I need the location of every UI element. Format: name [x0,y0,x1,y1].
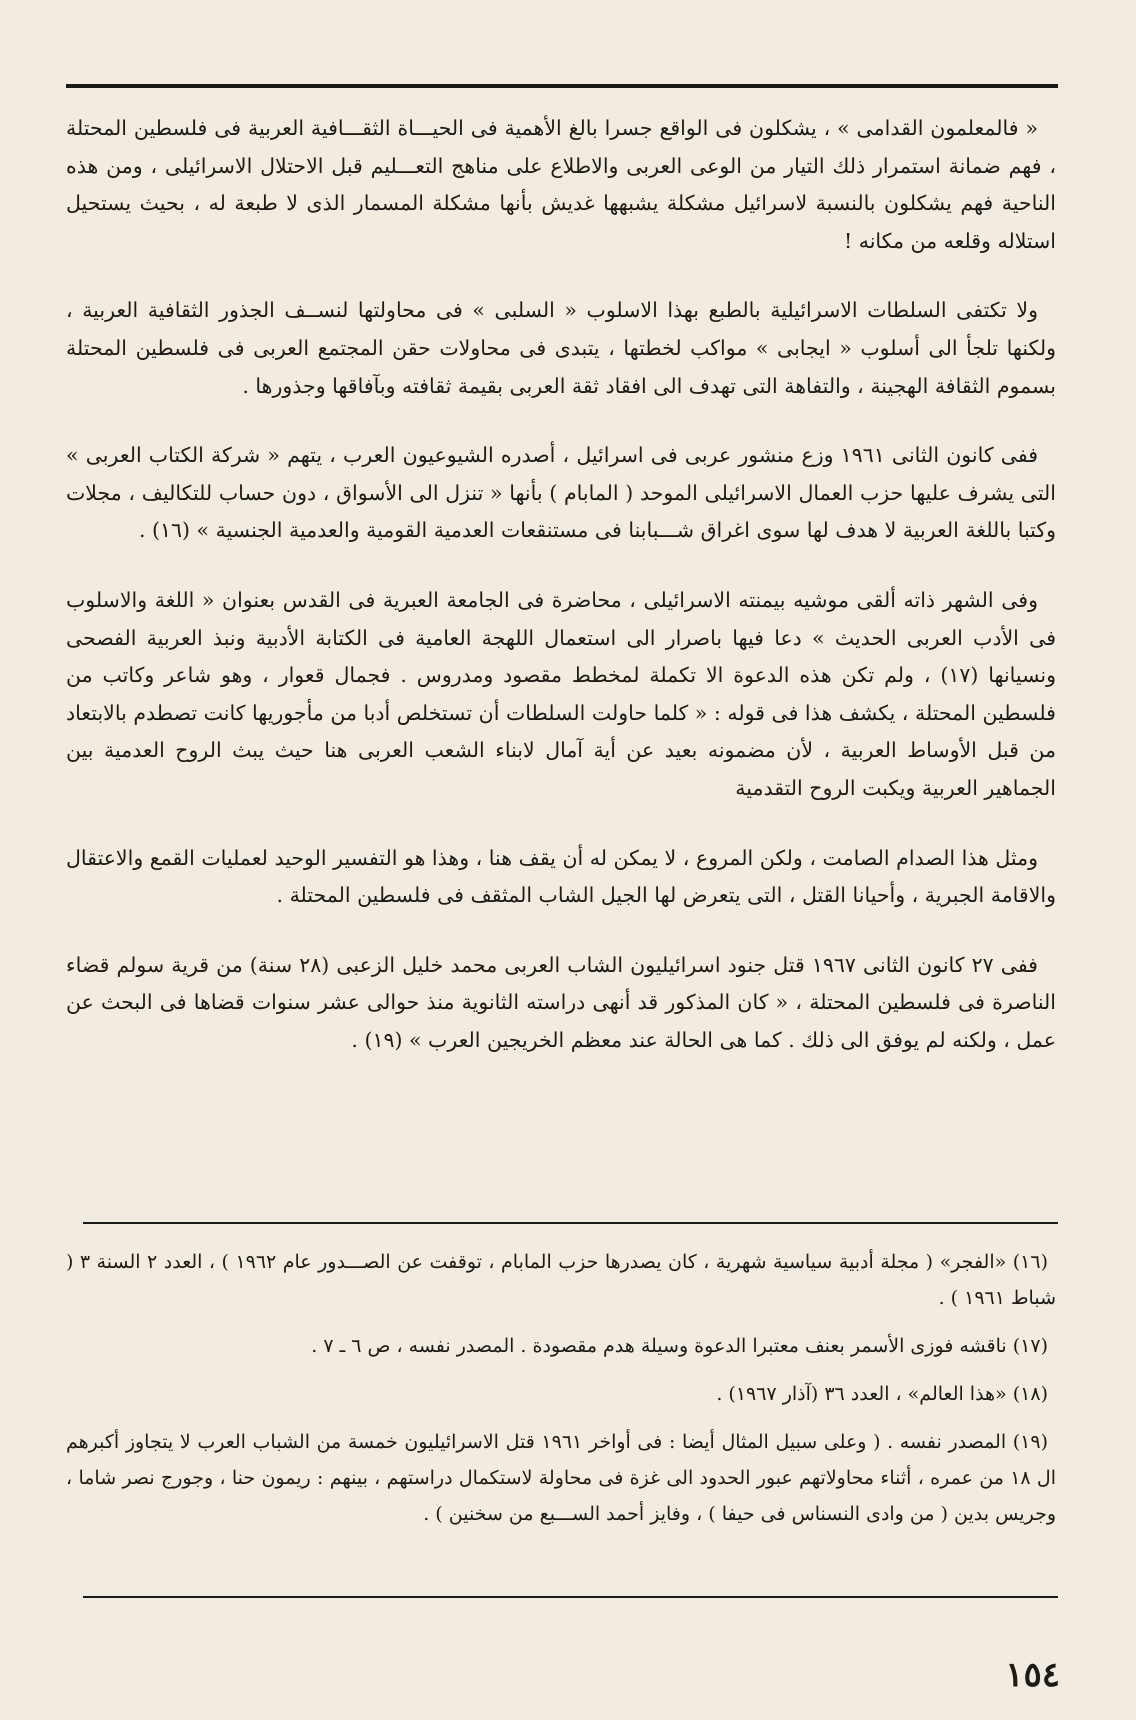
bottom-rule [83,1596,1058,1598]
main-text [66,110,1056,1091]
footnote-separator [83,1222,1058,1224]
footnote: (١٧) ناقشه فوزى الأسمر بعنف معتبرا الدعوة وسيلة هدم مقصودة . المصدر نفسه ، ص ٦ ـ ٧ . [311,1335,1048,1357]
paragraph: وفى الشهر ذاته ألقى موشيه بيمنته الاسرائيلى ، محاضرة فى الجامعة العبرية فى القدس بعنوان « اللغة والاسلوب فى الأدب العربى الحديث » دعا فيها باصرار الى استعمال اللهجة العامية فى الكتابة الأدبية ونبذ العربية الفصحى ونسيانها (١٧) ، ولم تكن هذه الدعوة الا تكملة لمخطط مقصود ومدروس . فجمال قعوار ، وهو شاعر وكاتب من فلسطين المحتلة ، يكشف هذا فى قوله : « كلما حاولت السلطات أن تستخلص أدبا من مأجوريها كانت تصطدم بالابتعاد من قبل الأوساط العربية ، لأن مضمونه بعيد عن أية آمال لابناء الشعب العربى هنا حيث يبث الروح العدمية بين الجماهير العربية ويكبت الروح التقدمية [66,587,1056,800]
footnote: (١٩) المصدر نفسه . ( وعلى سبيل المثال أيضا : فى أواخر ١٩٦١ قتل الاسرائيليون خمسة من الشباب العرب لا يتجاوز أكبرهم ال ١٨ من عمره ، أثناء محاولاتهم عبور الحدود الى غزة فى محاولة لاستكمال دراستهم ، بينهم : ريمون حنا ، وجورج نصر شاما ، وجريس بدين ( من وادى النسناس فى حيفا ) ، وفايز أحمد الســـبع من سخنين ) . [66,1431,1056,1525]
paragraph: ففى كانون الثانى ١٩٦١ وزع منشور عربى فى اسرائيل ، أصدره الشيوعيون العرب ، يتهم « شركة الكتاب العربى » التى يشرف عليها حزب العمال الاسرائيلى الموحد ( المابام ) بأنها « تنزل الى الأسواق ، دون حساب للتكاليف ، مجلات وكتبا باللغة العربية لا هدف لها سوى اغراق شـــبابنا فى مستنقعات العدمية القومية والعدمية الجنسية » (١٦) . [66,443,1056,543]
paragraph: « فالمعلمون القدامى » ، يشكلون فى الواقع جسرا بالغ الأهمية فى الحيـــاة الثقـــافية العربية فى فلسطين المحتلة ، فهم ضمانة استمرار ذلك التيار من الوعى العربى والاطلاع على مناهج التعـــليم قبل الاحتلال الاسرائيلى ، ومن هذه الناحية فهم يشكلون بالنسبة لاسرائيل مشكلة يشبهها غديش بأنها مشكلة المسمار الذى لا طبعة له ، بحيث يستحيل استلاله وقلعه من مكانه ! [66,116,1056,253]
footnote: (١٦) «الفجر» ( مجلة أدبية سياسية شهرية ، كان يصدرها حزب المابام ، توقفت عن الصـــدور عام ١٩٦٢ ) ، العدد ٢ السنة ٣ ( شباط ١٩٦١ ) . [66,1251,1056,1309]
footnotes [66,1244,1056,1544]
paragraph: ومثل هذا الصدام الصامت ، ولكن المروع ، لا يمكن له أن يقف هنا ، وهذا هو التفسير الوحيد لعمليات القمع والاعتقال والاقامة الجبرية ، وأحيانا القتل ، التى يتعرض لها الجيل الشاب المثقف فى فلسطين المحتلة . [66,845,1056,908]
top-rule [66,84,1058,88]
paragraph: ففى ٢٧ كانون الثانى ١٩٦٧ قتل جنود اسرائيليون الشاب العربى محمد خليل الزعبى (٢٨ سنة) من قرية سولم قضاء الناصرة فى فلسطين المحتلة ، « كان المذكور قد أنهى دراسته الثانوية منذ حوالى عشر سنوات قضاها فى البحث عن عمل ، ولكنه لم يوفق الى ذلك . كما هى الحالة عند معظم الخريجين العرب » (١٩) . [66,952,1056,1052]
footnote: (١٨) «هذا العالم» ، العدد ٣٦ (آذار ١٩٦٧) . [716,1383,1048,1405]
paragraph: ولا تكتفى السلطات الاسرائيلية بالطبع بهذا الاسلوب « السلبى » فى محاولتها لنســف الجذور الثقافية العربية ، ولكنها تلجأ الى أسلوب « ايجابى » مواكب لخطتها ، يتبدى فى محاولات حقن المجتمع العربى فى فلسطين المحتلة بسموم الثقافة الهجينة ، والتفاهة التى تهدف الى افقاد ثقة العربى بقيمة ثقافته وبآفاقها وجذورها . [66,298,1056,398]
page-number: ١٥٤ [1005,1655,1060,1695]
